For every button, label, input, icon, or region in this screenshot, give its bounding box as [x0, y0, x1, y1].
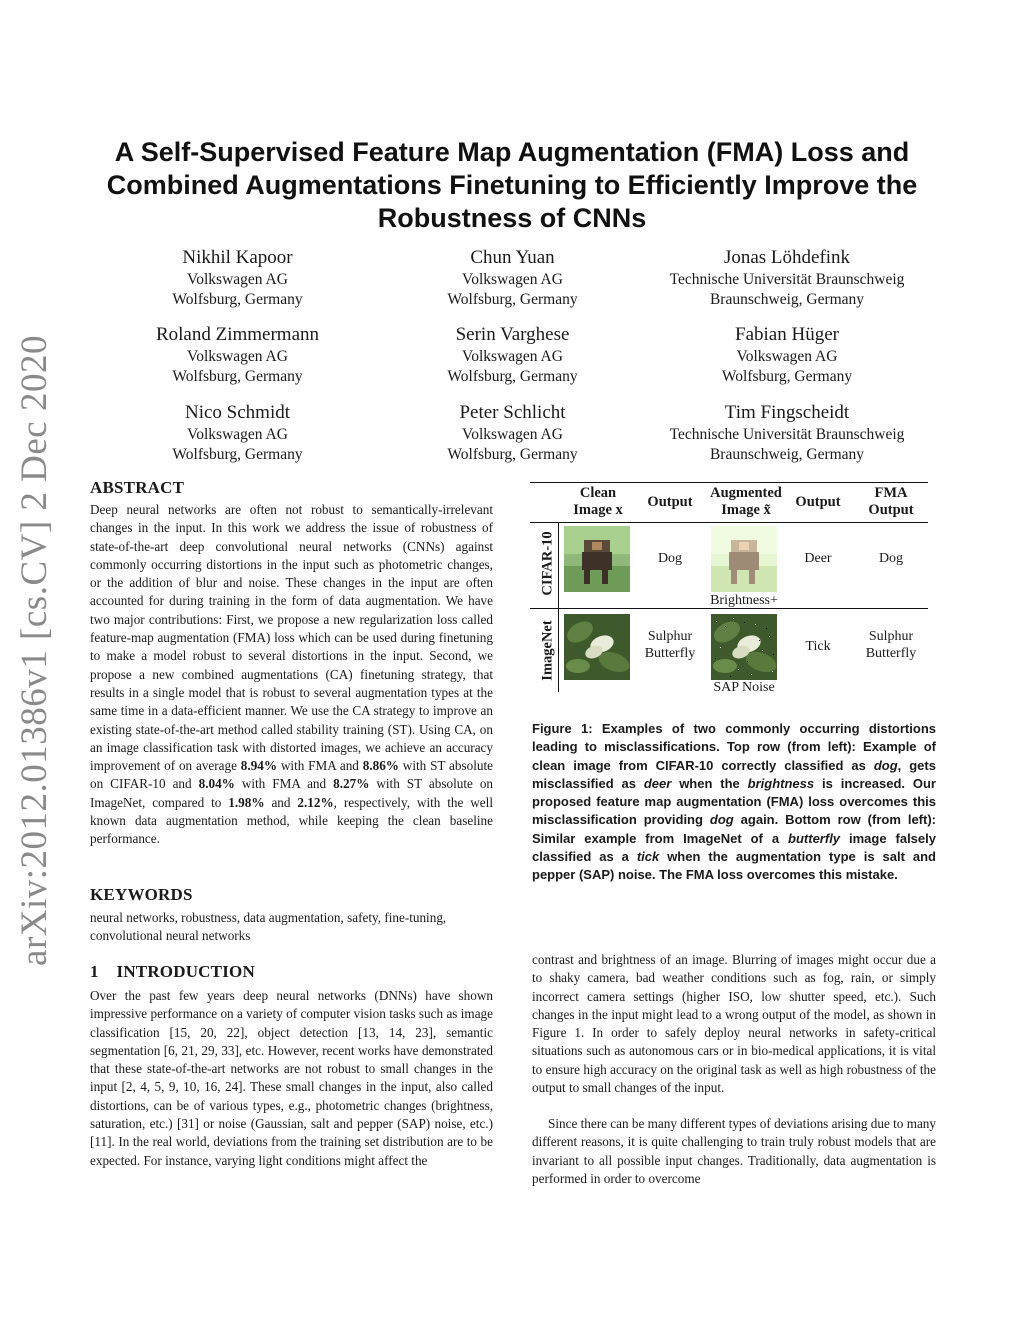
keywords-heading: KEYWORDS: [90, 885, 193, 904]
arxiv-id: arXiv:2012.01386v1 [cs.CV] 2 Dec 2020: [13, 334, 55, 966]
fma-output-cifar: Dog: [878, 551, 904, 566]
introduction-heading: 1 INTRODUCTION: [90, 962, 255, 981]
author-name: Fabian Hüger: [735, 324, 839, 345]
abstract-text: and: [264, 794, 298, 810]
row-label-imagenet: ImageNet: [539, 620, 556, 681]
clean-output-imagenet: [636, 628, 704, 662]
augmented-image-dog: [711, 526, 777, 592]
author: [100, 246, 375, 310]
figure-header-rule: [530, 522, 928, 523]
author-name: Serin Varghese: [455, 324, 570, 345]
output-text: Butterfly: [865, 646, 917, 661]
augmentation-label-brightness: Brightness+: [710, 593, 778, 608]
output-text: Sulphur: [868, 629, 914, 644]
author: [100, 323, 375, 387]
author-row: [100, 323, 924, 387]
author-affiliation: Volkswagen AG: [187, 348, 288, 365]
author: [650, 401, 924, 465]
keywords-body: neural networks, robustness, data augmentation, safety, fine-tuning, convolutional neural networks: [90, 910, 447, 944]
figure-caption: [532, 720, 936, 885]
caption-text: when the: [671, 775, 748, 791]
augmentation-label-sap-noise: SAP Noise: [713, 680, 775, 695]
introduction-body-col2-p1: contrast and brightness of an image. Blurring of images might occur due a to shaky camera, bad weather conditions such as fog, rain, or simply incorrect camera settings (higher ISO, low shutter speed, etc.). Such changes in the input might lead to a wrong output of the model, as shown in Figure 1. In order to safely deploy neural networks in safety-critical situations such as autonomous cars or in bio-medical applications, it is vital to ensure high accuracy on the original task as well as high robustness of the output to small changes of the input.: [532, 952, 936, 1096]
header-fma-output: [854, 485, 928, 519]
metric-value: 1.98%: [228, 794, 265, 810]
author-location: Wolfsburg, Germany: [447, 446, 578, 463]
header-text: Clean: [579, 485, 617, 501]
abstract-text: with FMA and: [277, 758, 363, 774]
author-name: Chun Yuan: [470, 247, 555, 268]
author-name: Nikhil Kapoor: [182, 247, 293, 268]
paper-title: A Self-Supervised Feature Map Augmentation (FMA) Loss and Combined Augmentations Finetuning to Efficiently Improve the Robustness of CNNs: [106, 137, 918, 233]
author-affiliation: Volkswagen AG: [187, 271, 288, 288]
author: [375, 246, 650, 310]
author-location: Wolfsburg, Germany: [447, 368, 578, 385]
abstract-text: , respectively, with the well known data augmentation method, while keeping the clean baseline performance.: [90, 794, 493, 847]
abstract-text: with FMA and: [234, 776, 334, 792]
caption-emphasis: butterfly: [788, 830, 841, 846]
author-affiliation: Volkswagen AG: [736, 348, 838, 365]
caption-emphasis: tick: [636, 849, 660, 865]
output-text: Butterfly: [644, 646, 696, 661]
author-affiliation: Volkswagen AG: [187, 426, 288, 443]
author-affiliation: Technische Universität Braunschweig: [669, 426, 905, 443]
author-location: Braunschweig, Germany: [709, 291, 865, 308]
figure-mid-rule: [530, 608, 928, 609]
author-name: Roland Zimmermann: [155, 324, 320, 345]
author-affiliation: Volkswagen AG: [462, 426, 563, 443]
header-clean-image: [560, 485, 636, 519]
caption-emphasis: deer: [643, 775, 672, 791]
author-location: Braunschweig, Germany: [709, 446, 865, 463]
caption-text: Figure 1: Examples of two commonly occurring distortions leading to misclassifications. Top row (from left): Example of clean image from CIFAR-10 correctly classified as: [532, 721, 936, 773]
author-name: Nico Schmidt: [184, 402, 291, 423]
abstract-text: with ST absolute on ImageNet, compared to: [90, 776, 494, 810]
fma-output-imagenet: [856, 628, 926, 662]
abstract-body: [90, 501, 493, 849]
caption-text: when the augmentation type is salt and pepper (SAP) noise. The FMA loss overcomes this mistake.: [532, 849, 936, 883]
author-row: [100, 246, 924, 310]
caption-emphasis: brightness: [747, 775, 815, 791]
metric-value: 8.94%: [240, 758, 278, 774]
caption-text: again. Bottom row (from left): Similar example from ImageNet of a: [532, 812, 936, 846]
introduction-body-col2-p2: Since there can be many different types of deviations arising due to many different reasons, it is quite challenging to train truly robust models that are invariant to all possible input changes. Traditionally, data augmentation is performed in order to overcome: [532, 1116, 936, 1186]
butterfly-image: [564, 614, 630, 680]
author: [650, 246, 924, 310]
author: [100, 401, 375, 465]
caption-text: is increased. Our proposed feature map augmentation (FMA) loss overcomes this misclassification providing: [532, 775, 936, 828]
augmented-output-cifar: Deer: [804, 551, 832, 566]
abstract-text: Deep neural networks are often not robust to semantically-irrelevant changes in the input. In this work we address the issue of robustness of state-of-the-art deep convolutional neural networks (CNNs) against commonly occurring distortions in the input such as photometric changes, or the addition of blur and noise. These changes in the input are often accounted for during training in the form of data augmentation. We have two major contributions: First, we propose a new regularization loss called feature-map augmentation (FMA) loss which can be used during finetuning to make a model robust to several distortions in the input. Second, we propose a new combined augmentations (CA) finetuning strategy, that results in a single model that is robust to several augmentation types at the same time in a data-efficient manner. We use the CA strategy to improve an existing state-of-the-art method called stability training (ST). Using CA, on an image classification task with distorted images, we achieve an accuracy improvement of on average: [90, 502, 493, 774]
clean-image-dog: [564, 526, 630, 592]
author-name: Jonas Löhdefink: [723, 247, 851, 268]
dog-image: [564, 526, 630, 592]
figure-top-rule: [530, 482, 928, 483]
author-affiliation: Volkswagen AG: [462, 348, 563, 365]
butterfly-noise-image: [711, 614, 777, 680]
author-affiliation: Volkswagen AG: [462, 271, 563, 288]
header-text: Image x̃: [721, 502, 771, 518]
caption-emphasis: dog: [873, 757, 898, 773]
figure-divider: [558, 522, 559, 692]
header-output: Output: [795, 494, 841, 510]
dog-brightened-image: [711, 526, 777, 592]
author: [375, 323, 650, 387]
author-name: Peter Schlicht: [459, 402, 566, 423]
caption-emphasis: dog: [709, 812, 734, 828]
output-text: Sulphur: [647, 629, 693, 644]
header-text: Output: [868, 502, 914, 518]
author-location: Wolfsburg, Germany: [172, 291, 303, 308]
augmented-output-imagenet: Tick: [805, 639, 831, 654]
introduction-body: Over the past few years deep neural networks (DNNs) have shown impressive performance on a variety of computer vision tasks such as image classification [15, 20, 22], object detection [13, 14, 23], semantic segmentation [6, 21, 29, 33], etc. However, recent works have demonstrated that these state-of-the-art networks are not robust to small changes in the input [2, 4, 5, 9, 10, 16, 24]. These small changes in the input, also called distortions, can be of various types, e.g., photometric changes (brightness, saturation, etc.) [31] or noise (Gaussian, salt and pepper (SAP) noise, etc.) [11]. In the real world, deviations from the training set distribution are to be expected. For instance, varying light conditions might affect the: [90, 988, 493, 1168]
header-text: Augmented: [710, 485, 782, 501]
row-label-cifar10: CIFAR-10: [539, 531, 556, 596]
author: [650, 323, 924, 387]
augmented-image-butterfly: [711, 614, 777, 680]
metric-value: 8.04%: [198, 776, 235, 792]
author-location: Wolfsburg, Germany: [447, 291, 578, 308]
caption-text: image falsely classified as a: [532, 830, 936, 865]
metric-value: 8.86%: [362, 758, 399, 774]
header-augmented-image: [700, 485, 792, 519]
metric-value: 2.12%: [297, 794, 334, 810]
author-location: Wolfsburg, Germany: [172, 368, 303, 385]
clean-image-butterfly: [564, 614, 630, 680]
author-location: Wolfsburg, Germany: [172, 446, 303, 463]
metric-value: 8.27%: [333, 776, 370, 792]
header-text: Image x: [573, 502, 623, 518]
clean-output-cifar: Dog: [657, 551, 683, 566]
author: [375, 401, 650, 465]
header-output: Output: [647, 494, 693, 510]
abstract-text: with ST absolute on CIFAR-10 and: [90, 758, 494, 792]
author-row: [100, 401, 924, 465]
abstract-heading: ABSTRACT: [90, 478, 185, 497]
author-location: Wolfsburg, Germany: [721, 368, 853, 385]
author-name: Tim Fingscheidt: [724, 402, 850, 423]
header-text: FMA: [874, 485, 908, 501]
caption-text: , gets misclassified as: [532, 757, 936, 791]
figure-1: [530, 480, 940, 700]
author-affiliation: Technische Universität Braunschweig: [669, 271, 905, 288]
arxiv-stamp: [4, 334, 64, 966]
